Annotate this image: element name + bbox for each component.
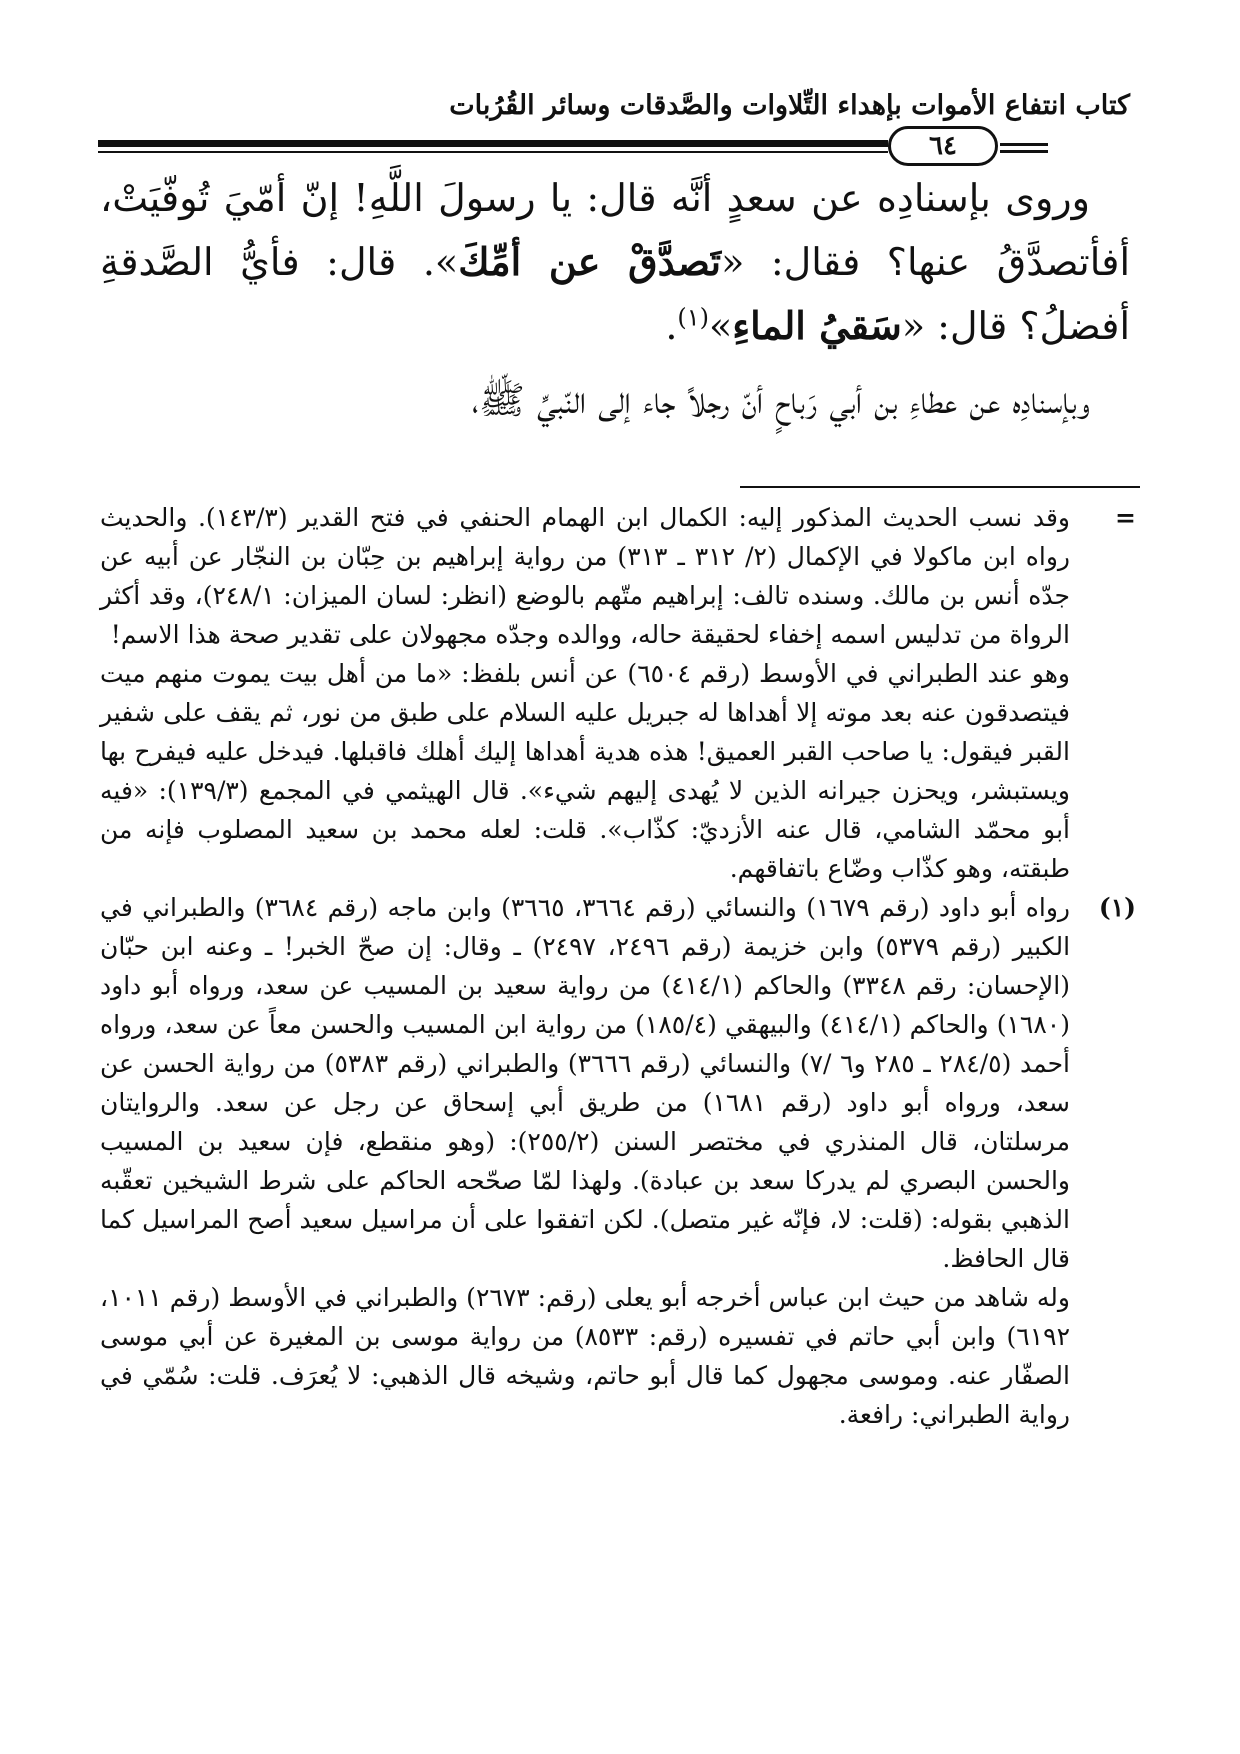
main-text-run: ». قال: فأيُّ الصَّدقةِ أفضلُ؟ قال: « [100,240,1130,348]
footnote-1 [100,888,1140,1434]
footnote-separator [740,486,1140,488]
header-rule-thin [98,151,888,153]
main-paragraph-2: وبإسنادِه عن عطاءِ بن أبي رَباحٍ أنّ رجلاً جاء إلى النّبيِّ ﷺ، [471,378,1090,422]
footnote-paragraph: وقد نسب الحديث المذكور إليه: الكمال ابن الهمام الحنفي في فتح القدير (١٤٣/٣). والحديث رواه ابن ماكولا في الإكمال (٢/ ٣١٢ ـ ٣١٣) من رواية إبراهيم بن حِبّان بن النجّار عن أبيه عن جدّه أنس بن مالك. وسنده تالف: إبراهيم متّهم بالوضع (انظر: لسان الميزان: ٢٤٨/١)، وقد أكثر الرواة من تدليس اسمه إخفاء لحقيقة حاله، ووالده وجدّه مجهولان على تقدير صحة هذا الاسم! [100,503,1070,649]
footnote-paragraph: وهو عند الطبراني في الأوسط (رقم ٦٥٠٤) عن أنس بلفظ: «ما من أهل بيت يموت منهم ميت فيتصدقون عنه بعد موته إلا أهداها له جبريل عليه السلام على طبق من نور، ثم يقف على شفير القبر فيقول: يا صاحب القبر العميق! هذه هدية أهداها إليك أهلك فاقبلها. فيدخل عليه فيفرح بها ويستبشر، ويحزن جيرانه الذين لا يُهدى إليهم شيء». قال الهيثمي في المجمع (١٣٩/٣): «فيه أبو محمّد الشامي، قال عنه الأزديّ: كذّاب». قلت: لعله محمد بن سعيد المصلوب فإنه من طبقته، وهو كذّاب وضّاع باتفاقهم. [100,659,1070,883]
main-text [100,166,1130,432]
footnote-paragraph: رواه أبو داود (رقم ١٦٧٩) والنسائي (رقم ٣٦٦٤، ٣٦٦٥) وابن ماجه (رقم ٣٦٨٤) والطبراني في الكبير (رقم ٥٣٧٩) وابن خزيمة (رقم ٢٤٩٦، ٢٤٩٧) ـ وقال: إن صحّ الخبر! ـ وعنه ابن حبّان (الإحسان: رقم ٣٣٤٨) والحاكم (٤١٤/١) من رواية سعيد بن المسيب عن سعد، ورواه أبو داود (١٦٨٠) والحاكم (٤١٤/١) والبيهقي (١٨٥/٤) من رواية ابن المسيب والحسن معاً عن سعد، ورواه أحمد (٢٨٤/٥ ـ ٢٨٥ و٦ /٧) والنسائي (رقم ٣٦٦٦) والطبراني (رقم ٥٣٨٣) من رواية الحسن عن سعد، ورواه أبو داود (رقم ١٦٨١) من طريق أبي إسحاق عن رجل عن سعد. والروايتان مرسلتان، قال المنذري في مختصر السنن (٢٥٥/٢): (وهو منقطع، فإن سعيد بن المسيب والحسن البصري لم يدركا سعد بن عبادة). ولهذا لمّا صحّحه الحاكم على شرط الشيخين تعقّبه الذهبي بقوله: (قلت: لا، فإنّه غير متصل). لكن اتفقوا على أن مراسيل سعيد أصح المراسيل كما قال الحافظ. [100,893,1071,1273]
main-text-run: » [709,304,733,348]
footnote-marker: (١) [1098,893,1136,922]
footnote-reference: (١) [677,303,710,332]
page-number: ٦٤ [888,126,998,166]
main-text-run: . [665,304,678,348]
running-title: كتاب انتفاع الأموات بإهداء التِّلاوات والصَّدقات وسائر القُرُبات [449,90,1130,121]
header-rule-thick [98,140,888,147]
footnote-paragraph: وله شاهد من حيث ابن عباس أخرجه أبو يعلى (رقم: ٢٦٧٣) والطبراني في الأوسط (رقم ١٠١١، ٦١٩٢) وابن أبي حاتم في تفسيره (رقم: ٨٥٣٣) من رواية موسى بن المغيرة عن أبي موسى الصفّار عنه. وموسى مجهول كما قال أبو حاتم، وشيخه قال الذهبي: لا يُعرَف. قلت: سُمّي في رواية الطبراني: رافعة. [100,1283,1071,1429]
footnote-continued [100,498,1140,888]
footnotes [100,498,1140,1434]
main-text-run: وروى بإسنادِه عن سعدٍ أنَّه قال: يا رسولَ اللَّهِ! إنّ أمّيَ تُوفّيَتْ، أفأتصدَّقُ عنها؟ فقال: « [100,176,1130,284]
footnote-marker: = [1115,503,1136,532]
hadith-quote-bold: تَصدَّقْ عن أمِّكَ [458,239,722,284]
hadith-quote-bold: سَقيُ الماءِ [732,303,902,348]
header-rule-tail-upper [1000,143,1048,146]
main-paragraph-1 [100,166,1130,358]
header-rule-tail-lower [1000,150,1048,153]
